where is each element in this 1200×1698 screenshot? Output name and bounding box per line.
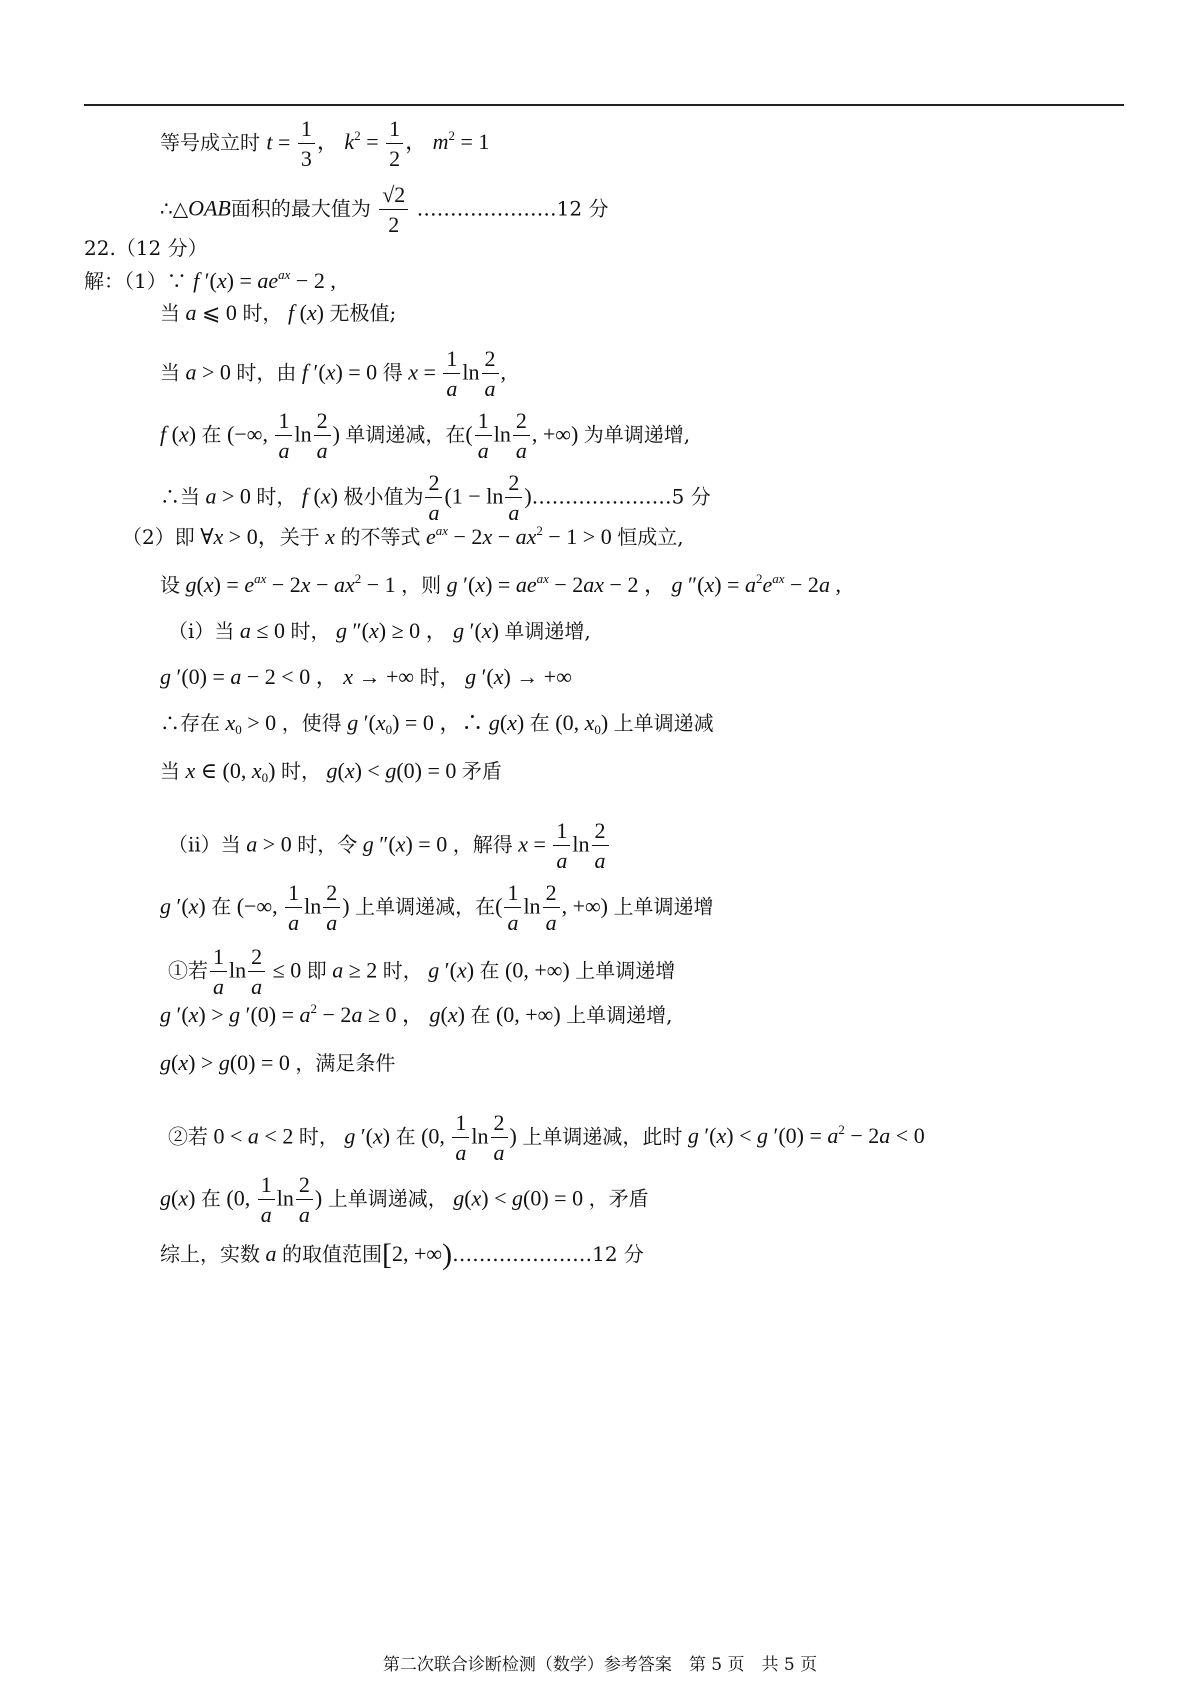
page-footer: 第二次联合诊断检测（数学）参考答案 第 5 页 共 5 页: [382, 1655, 818, 1675]
case-ii-monotonic: g ′(x) 在 (−∞, $\frac{1}{a}$ ln $\frac{2}{a}$ ) 上单调递减，在( $\frac{1}{a}$ ln $\frac{2}{a}$ , +∞) 上单调递增: [160, 880, 714, 936]
case-ii-label: （ii）当: [168, 832, 241, 857]
let-text: 设: [160, 573, 180, 597]
decreasing-text: 单调递减，在: [345, 422, 466, 447]
satisfied-text: ，满足条件: [295, 1051, 396, 1075]
fraction: $\frac{1}{2}$: [386, 116, 403, 172]
about-text: 关于: [279, 525, 320, 549]
sqrt2-over-2: $\frac{√2}{2}$: [379, 182, 408, 238]
sub-case-2-result: g(x) 在 (0, $\frac{1}{a}$ ln $\frac{2}{a}$ ) 上单调递减， g(x) < g(0) = 0 ，矛盾: [160, 1172, 649, 1228]
sub1-label: ①若: [168, 958, 208, 983]
inc-text: 上单调递增: [575, 958, 676, 983]
case-i-contradiction: 当 x ∈ (0, $x_0$) 时， g(x) < g(0) = 0 矛盾: [160, 758, 502, 785]
part1-monotonic: f (x) 在 (−∞, $\frac{1}{a}$ ln $\frac{2}{a}$ ) 单调递减，在( $\frac{1}{a}$ ln $\frac{2}{a}$ , +∞) 为单调递增,: [160, 408, 691, 464]
sub-case-1: ①若 $\frac{1}{a}$ ln $\frac{2}{a}$ ≤ 0 即 a ≥ 2 时， g ′(x) 在 (0, +∞) 上单调递增: [168, 944, 676, 1000]
sub-case-2: ②若 0 < a < 2 时， g ′(x) 在 (0, $\frac{1}{a}$ ln $\frac{2}{a}$ ) 上单调递减，此时 g ′(x) < g $'(0) = a^2 - 2a < 0$: [168, 1110, 925, 1166]
part1-derivative-line: [84, 267, 336, 293]
part2-define-g: 设 $g(x) = e^{ax} - 2x - ax^2 - 1$ ，则 g $'(x) = ae^{ax} - 2ax - 2$ ， g $''(x) = a^2e^{ax} - 2a$ ,: [160, 571, 841, 597]
equality-text: 等号成立时: [160, 130, 260, 155]
no-extreme-text: 无极值;: [329, 301, 397, 325]
header-rule: [84, 104, 1124, 106]
dec-text: 上单调递减: [613, 711, 714, 735]
score-12: …………………12 分: [416, 196, 609, 221]
sub2-label: ②若: [168, 1124, 208, 1149]
problem-heading: 22.（12 分）: [84, 236, 208, 260]
dec-text: 上单调递减，: [327, 1186, 448, 1211]
equality-condition-line: 等号成立时 t = $\frac{1}{3}$ ， $k^2$ = $\frac{1}{2}$ ， $m^2 = 1$: [160, 116, 490, 172]
such-that-text: ，使得: [281, 711, 342, 735]
then-text: ，则: [401, 573, 442, 597]
max-area-line: [160, 182, 608, 238]
sub-case-1-result: g ′(x) > g $'(0) = a^2 - 2a \ge 0$ ， g(x) 在 (0, +∞) 上单调递增,: [160, 1001, 673, 1027]
inequality-text: 的不等式: [340, 525, 421, 549]
let-text: 时，令: [297, 832, 358, 857]
conclusion-line: 综上，实数 a 的取值范围[2, +∞)…………………12 分: [160, 1238, 644, 1271]
conclusion-text: 综上，实数: [160, 1242, 260, 1266]
therefore-triangle: ∴△: [160, 196, 189, 221]
case-i-label: （i）当: [168, 619, 235, 643]
case-i-limits: g ′(0) = a − 2 < 0 ， x → +∞ 时， g ′(x) → +∞: [160, 664, 572, 689]
exists-text: ∴存在: [160, 711, 220, 735]
part1-case-nonpos: 当 a ⩽ 0 时， f (x) 无极值;: [160, 300, 397, 325]
always-holds-text: 恒成立,: [617, 525, 684, 549]
score-5: …………………5 分: [531, 484, 711, 509]
when-text: 当: [160, 360, 180, 385]
solve-text: ，解得: [452, 832, 513, 857]
part2-label: （2）即: [122, 525, 195, 549]
ie-text: 即: [306, 958, 327, 983]
sub-case-1-ok: g(x) > g(0) = 0 ，满足条件: [160, 1050, 396, 1075]
case-i-exists: ∴存在 $x_0 > 0$ ，使得 g $'(x_0) = 0$ ，∴ g(x) 在 (0, $x_0$) 上单调递减: [160, 710, 714, 737]
contradiction-text: ，矛盾: [588, 1186, 649, 1211]
when-text: 当: [160, 759, 180, 783]
contradiction-text: 矛盾: [461, 759, 502, 783]
case-i-increasing: 单调递增,: [504, 619, 591, 643]
inc-text: 上单调递增,: [566, 1003, 673, 1027]
equality-math: t =: [266, 129, 296, 155]
max-area-text: 面积的最大值为: [230, 196, 371, 221]
fraction: $\frac{1}{3}$: [298, 116, 315, 172]
case-ii: （ii）当 a > 0 时，令 g ″(x) = 0 ，解得 x = $\frac{1}{a}$ ln $\frac{2}{a}$: [168, 818, 611, 874]
part1-label: 解：（1）∵: [84, 269, 187, 293]
score-12-final: …………………12 分: [452, 1242, 644, 1266]
part2-intro: （2）即 ∀x > 0，关于 x 的不等式 $e^{ax} - 2x - ax^2 - 1 > 0$ 恒成立,: [122, 523, 684, 549]
inc-text: 上单调递增: [613, 894, 714, 919]
part1-min-value: ∴当 a > 0 时， f (x) 极小值为 $\frac{2}{a}$ (1 − ln $\frac{2}{a}$ )…………………5 分: [160, 470, 711, 526]
triangle-name: OAB: [188, 195, 231, 221]
dec-text: 上单调递减，在: [355, 894, 496, 919]
case-i: （i）当 a ≤ 0 时， g ″(x) ≥ 0 ， g ′(x) 单调递增,: [168, 618, 591, 643]
dec-text: 上单调递减，此时: [522, 1124, 683, 1149]
increasing-text: 为单调递增,: [583, 422, 691, 447]
range-text: 的取值范围: [282, 1242, 382, 1266]
derivative-math: f $'(x) = ae^{ax} - 2$ ,: [193, 267, 336, 293]
part1-case-pos: 当 a > 0 时，由 f ′(x) = 0 得 x = $\frac{1}{a}$ ln $\frac{2}{a}$ ,: [160, 346, 506, 402]
min-label: 极小值为: [343, 484, 424, 509]
